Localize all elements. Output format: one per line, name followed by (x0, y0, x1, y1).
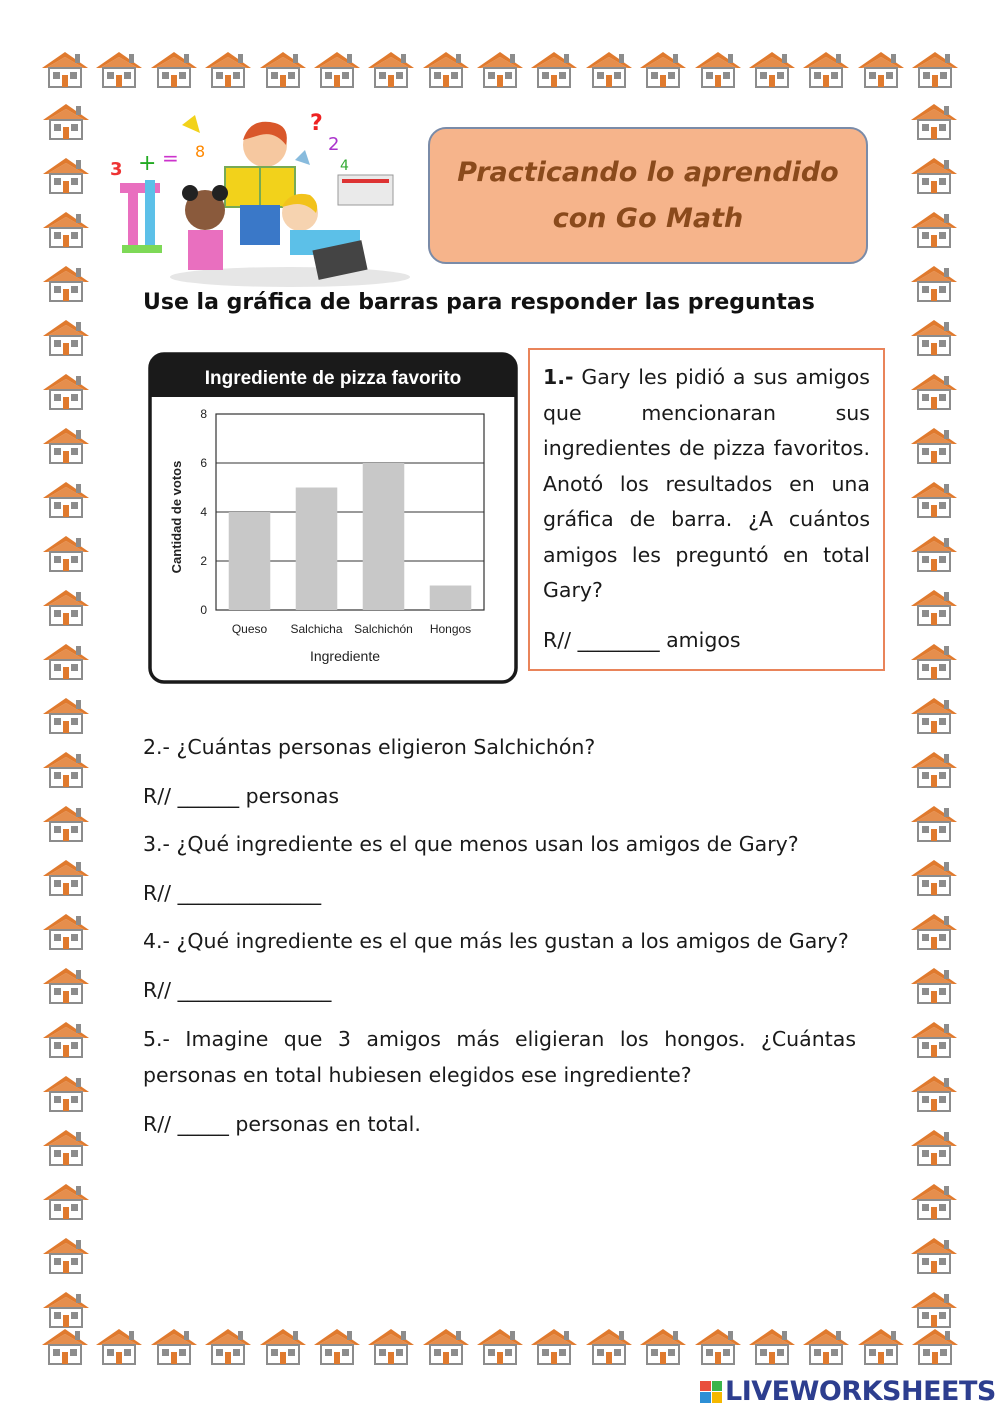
question-5-text: 5.- Imagine que 3 amigos más eligieran los hongos. ¿Cuántas personas en total hubiesen elegidos ese ingrediente? (143, 1027, 856, 1087)
house-icon (909, 694, 959, 736)
house-icon (312, 1325, 362, 1369)
house-icon (41, 316, 91, 358)
house-icon (747, 1325, 797, 1369)
house-icon (909, 532, 959, 574)
house-icon (203, 48, 253, 92)
house-icon (638, 1325, 688, 1369)
chart-bar-salchicha (296, 488, 338, 611)
house-icon (909, 748, 959, 790)
house-icon (909, 262, 959, 304)
house-icon (693, 1325, 743, 1369)
house-icon (41, 370, 91, 412)
question-1-box (528, 348, 885, 671)
house-icon (40, 1325, 90, 1369)
house-icon (909, 856, 959, 898)
house-icon (421, 48, 471, 92)
house-icon (41, 1018, 91, 1060)
chart-bar-queso (229, 512, 271, 610)
question-2-answer[interactable]: R// ______ personas (143, 784, 340, 808)
house-icon (41, 694, 91, 736)
house-icon (909, 100, 959, 142)
question-1-text (543, 360, 870, 609)
house-icon (909, 316, 959, 358)
house-icon (910, 1325, 960, 1369)
house-icon (41, 532, 91, 574)
chart-bar-salchichón (363, 463, 405, 610)
chart-bar-hongos (430, 586, 472, 611)
house-icon (909, 802, 959, 844)
question-4-answer[interactable]: R// _______________ (143, 978, 332, 1002)
house-icon (94, 1325, 144, 1369)
house-icon (909, 370, 959, 412)
house-icon (41, 424, 91, 466)
house-icon (909, 910, 959, 952)
border-bottom (40, 1325, 960, 1369)
chart-ylabel: Cantidad de votos (169, 460, 184, 574)
svg-text:+: + (138, 151, 157, 176)
house-icon (584, 48, 634, 92)
question-5-answer[interactable]: R// _____ personas en total. (143, 1112, 421, 1136)
svg-text:8: 8 (195, 142, 206, 161)
house-icon (41, 208, 91, 250)
question-1-answer[interactable]: R// ________ amigos (543, 627, 741, 652)
liveworksheets-logo (700, 1376, 996, 1407)
house-icon (856, 48, 906, 92)
house-icon (41, 1126, 91, 1168)
house-icon (475, 1325, 525, 1369)
question-1-number: 1.- (543, 365, 574, 389)
liveworksheets-icon (700, 1381, 722, 1403)
title-line-1: Practicando lo aprendido (457, 156, 839, 188)
house-icon (258, 48, 308, 92)
house-icon (149, 48, 199, 92)
house-icon (40, 48, 90, 92)
house-icon (41, 262, 91, 304)
house-icon (41, 964, 91, 1006)
border-right (906, 100, 962, 1330)
chart-xtick-label: Hongos (429, 622, 472, 636)
house-icon (909, 154, 959, 196)
house-icon (41, 100, 91, 142)
chart-xtick-label: Queso (231, 622, 268, 636)
house-icon (41, 154, 91, 196)
svg-text:?: ? (310, 111, 323, 136)
svg-text:2: 2 (328, 134, 340, 155)
house-icon (366, 1325, 416, 1369)
chart-xlabel: Ingrediente (309, 648, 381, 664)
chart-xtick-label: Salchichón (354, 622, 413, 636)
house-icon (909, 208, 959, 250)
house-icon (909, 1234, 959, 1276)
house-icon (909, 1288, 959, 1330)
border-top (40, 48, 960, 92)
chart-xtick-label: Salchicha (290, 622, 343, 636)
question-3-text: 3.- ¿Qué ingrediente es el que menos usan los amigos de Gary? (143, 832, 799, 856)
house-icon (638, 48, 688, 92)
house-icon (41, 856, 91, 898)
question-1-body: Gary les pidió a sus amigos que mencionaran sus ingredientes de pizza favoritos. Anotó los resultados en una gráfica de barra. ¿A cuántos amigos les preguntó en total Gary? (543, 365, 870, 602)
house-icon (909, 1126, 959, 1168)
liveworksheets-wordmark: LIVEWORKSHEETS (725, 1376, 996, 1407)
house-icon (41, 748, 91, 790)
chart-ytick-label: 4 (200, 505, 207, 519)
house-icon (909, 1180, 959, 1222)
house-icon (801, 48, 851, 92)
question-4-text: 4.- ¿Qué ingrediente es el que más les gustan a los amigos de Gary? (143, 929, 849, 953)
house-icon (529, 48, 579, 92)
house-icon (909, 586, 959, 628)
bar-chart (148, 352, 518, 684)
house-icon (910, 48, 960, 92)
house-icon (421, 1325, 471, 1369)
svg-text:3: 3 (110, 159, 123, 180)
house-icon (41, 640, 91, 682)
chart-ytick-label: 2 (200, 554, 207, 568)
house-icon (41, 586, 91, 628)
border-left (38, 100, 94, 1330)
house-icon (41, 478, 91, 520)
house-icon (41, 910, 91, 952)
house-icon (41, 802, 91, 844)
chart-ytick-label: 8 (200, 407, 207, 421)
house-icon (94, 48, 144, 92)
house-icon (475, 48, 525, 92)
house-icon (203, 1325, 253, 1369)
house-icon (41, 1288, 91, 1330)
house-icon (41, 1072, 91, 1114)
house-icon (529, 1325, 579, 1369)
house-icon (909, 1018, 959, 1060)
house-icon (258, 1325, 308, 1369)
title-banner (428, 127, 868, 264)
house-icon (41, 1180, 91, 1222)
instruction-heading: Use la gráfica de barras para responder las preguntas (143, 290, 815, 315)
house-icon (312, 48, 362, 92)
house-icon (41, 1234, 91, 1276)
question-3-answer[interactable]: R// ______________ (143, 881, 322, 905)
title-line-2: con Go Math (552, 202, 744, 234)
house-icon (366, 48, 416, 92)
house-icon (856, 1325, 906, 1369)
svg-text:4: 4 (340, 158, 349, 174)
chart-title: Ingrediente de pizza favorito (204, 368, 462, 389)
house-icon (693, 48, 743, 92)
house-icon (149, 1325, 199, 1369)
chart-ytick-label: 6 (200, 456, 207, 470)
house-icon (909, 964, 959, 1006)
house-icon (909, 1072, 959, 1114)
house-icon (801, 1325, 851, 1369)
question-2-text: 2.- ¿Cuántas personas eligieron Salchichón? (143, 735, 596, 759)
house-icon (909, 478, 959, 520)
house-icon (584, 1325, 634, 1369)
svg-text:=: = (162, 146, 179, 170)
house-icon (909, 640, 959, 682)
chart-ytick-label: 0 (200, 603, 207, 617)
house-icon (909, 424, 959, 466)
house-icon (747, 48, 797, 92)
kids-learning-illustration (100, 95, 415, 290)
